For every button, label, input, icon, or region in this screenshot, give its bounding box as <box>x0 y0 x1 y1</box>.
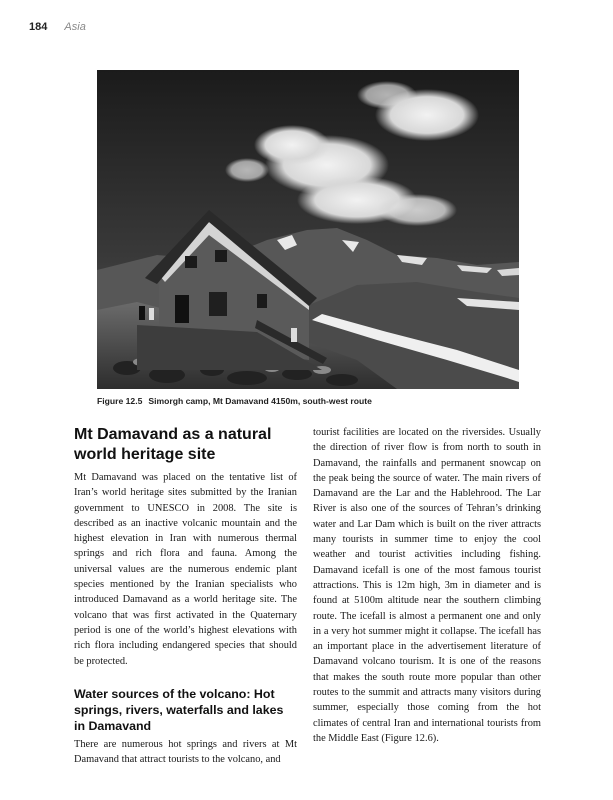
figure-caption <box>97 396 372 406</box>
figure-photo <box>97 70 519 389</box>
figure-label: Figure 12.5 <box>97 396 143 406</box>
paragraph: There are numerous hot springs and rivers at Mt Damavand that attract tourists to the volcano, and <box>74 738 297 766</box>
section-heading: Mt Damavand as a natural world heritage site <box>74 426 272 463</box>
left-column <box>74 425 297 767</box>
paragraph: tourist facilities are located on the riversides. Usually the direction of river flow is from north to south in Damavand, the rainfalls and permanent snowcap on the peak being the source of water. The main rivers of Damavand are the Lar and the Hablehrood. The Lar River is also one of the sources of Tehran’s drinking water and Lar Dam which is built on the river attracts many tourists in summer time to enjoy the cool weather and tourist activities including fishing. Damavand icefall is one of the most famous tourist attractions. This is 12m high, 3m in diameter and is found at 5100m altitude near the southern climbing route. The icefall is almost a permanent one and only in a very hot summer might it collapse. The icefall has an important place in the advertisement literature of Damavand volcano tourism. It is one of the reasons that makes the south route more popular than other routes to the summit and attracts many visitors during summer, especially those coming from the hot climates of central Iran and international tourists from the Middle East (Figure 12.6). <box>313 427 541 744</box>
subsection-heading: Water sources of the volcano: Hot springs, rivers, waterfalls and lakes in Damavand <box>74 686 284 733</box>
section-title: Asia <box>64 21 86 33</box>
figure-caption-text: Simorgh camp, Mt Damavand 4150m, south-west route <box>148 396 372 406</box>
right-column <box>313 425 541 746</box>
photo-illustration <box>97 70 519 389</box>
page-number: 184 <box>29 21 48 33</box>
running-header <box>29 21 86 33</box>
paragraph: Mt Damavand was placed on the tentative list of Iran’s world heritage sites submitted by the Iranian government to UNESCO in 2008. The site is described as an inactive volcanic mountain and the highest elevation in Iran with numerous thermal springs and rich flora and fauna. Among the universal values are the numerous endemic plant species mentioned by the Iranian specialists who introduced Damavand as a world heritage site. The volcano that was first activated in the Quaternary period is one of the world’s highest elevations with rich flora including endangered species that should be protected. <box>74 472 297 667</box>
